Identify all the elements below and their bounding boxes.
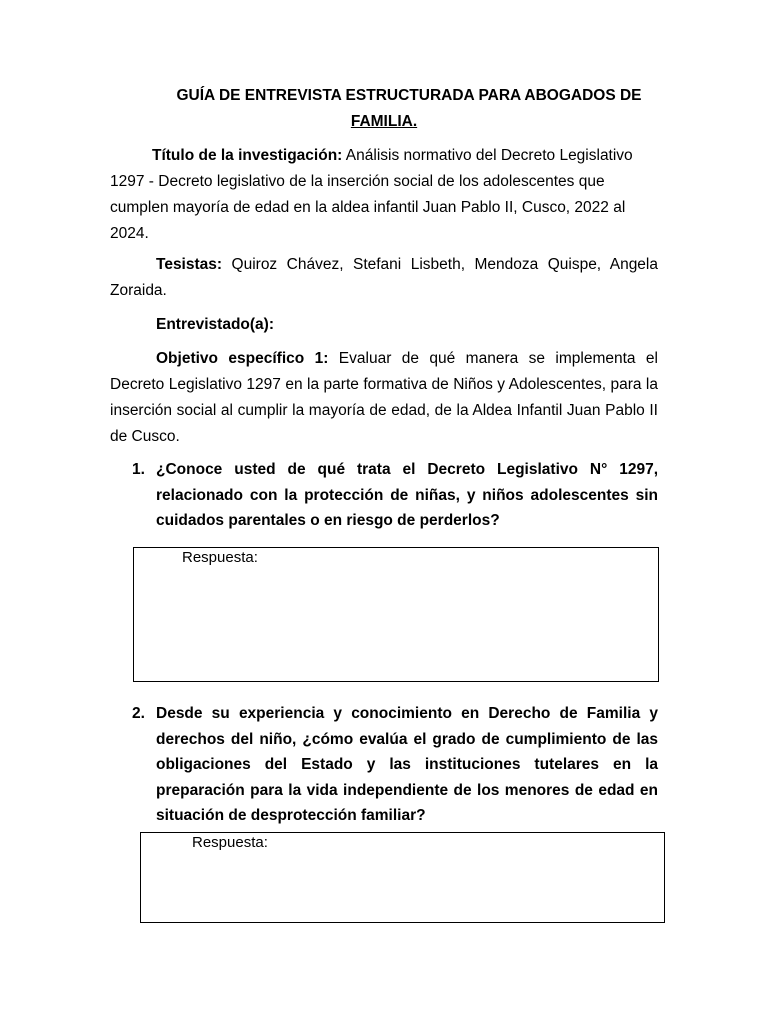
answer-label-2: Respuesta: [192, 834, 268, 851]
question-1-number: 1. [132, 461, 145, 478]
question-2-number: 2. [132, 705, 145, 722]
question-1-text: ¿Conoce usted de qué trata el Decreto Legislativo N° 1297, relacionado con la protección de niñas, y niños adolescentes sin cuidados parentales o en riesgo de perderlos? [156, 461, 658, 529]
research-title-text: Análisis normativo del Decreto Legislativo 1297 - Decreto legislativo de la inserción social de los adolescentes que cumplen mayoría de edad en la aldea infantil Juan Pablo II, Cusco, 2022 al 2024. [110, 147, 633, 242]
research-title-label: Título de la investigación: [152, 147, 343, 164]
document-title-line-1: GUÍA DE ENTREVISTA ESTRUCTURADA PARA ABOGADOS DE [176, 87, 642, 104]
objective-text: Evaluar de qué manera se implementa el Decreto Legislativo 1297 en la parte formativa de Niños y Adolescentes, para la inserción social al cumplir la mayoría de edad, de la Aldea Infantil Juan Pablo II de Cusco. [110, 350, 658, 445]
question-2 [110, 701, 658, 829]
thesis-authors-text: Quiroz Chávez, Stefani Lisbeth, Mendoza Quispe, Angela Zoraida. [110, 256, 658, 299]
question-1 [110, 457, 658, 534]
document-title-line-2 [110, 109, 658, 135]
question-2-text: Desde su experiencia y conocimiento en Derecho de Familia y derechos del niño, ¿cómo evalúa el grado de cumplimiento de las obligaciones del Estado y las instituciones tutelares en la preparación para la vida independiente de los menores de edad en situación de desprotección familiar? [156, 705, 658, 824]
objective-label: Objetivo específico 1: [156, 350, 329, 367]
thesis-authors-paragraph [110, 252, 658, 304]
answer-box-2[interactable] [140, 832, 665, 923]
document-title-underlined: FAMILIA. [350, 113, 418, 130]
thesis-authors-label: Tesistas: [156, 256, 223, 273]
interviewee-label: Entrevistado(a): [156, 316, 274, 333]
answer-box-1[interactable] [133, 547, 659, 682]
research-title-paragraph [110, 143, 658, 247]
objective-paragraph [110, 346, 658, 450]
interviewee-paragraph [110, 312, 658, 338]
answer-label-1: Respuesta: [182, 549, 258, 566]
